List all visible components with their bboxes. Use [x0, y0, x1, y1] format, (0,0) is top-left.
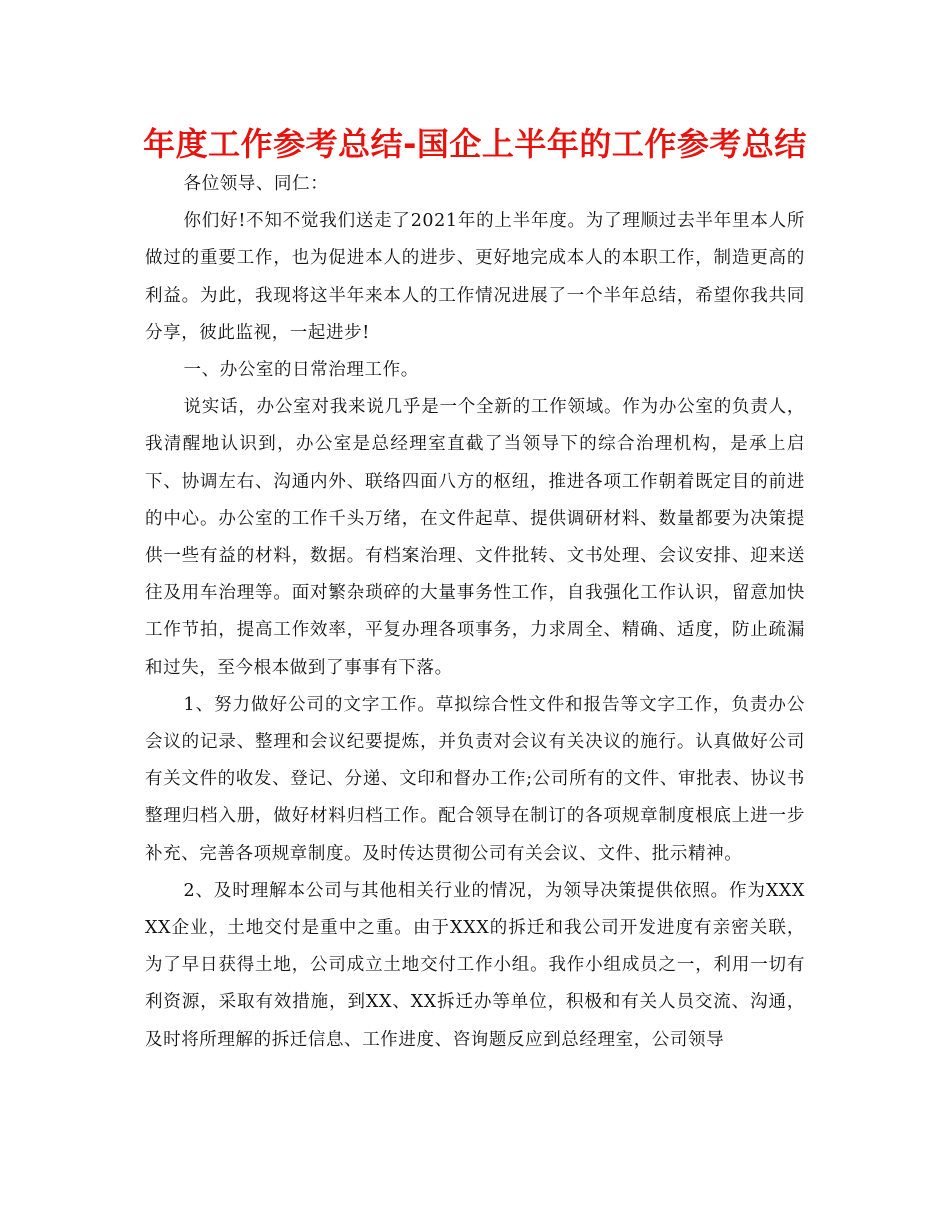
paragraph-greeting: 各位领导、同仁： — [183, 174, 329, 194]
paragraph-intro: 你们好!不知不觉我们送走了2021年的上半年度。为了理顺过去半年里本人所做过的重要工作，也为促进本人的进步、更好地完成本人的本职工作，制造更高的利益。为此，我现将这半年来本人的工作情况进展了一个半年总结，希望你我共同分享，彼此监视，一起进步! — [145, 211, 805, 343]
paragraph-industry-info: 2、及时理解本公司与其他相关行业的情况，为领导决策提供依照。作为XXXXX企业，土地交付是重中之重。由于XXX的拆迁和我公司开发进度有亲密关联，为了早日获得土地，公司成立土地交付工作小组。我作小组成员之一，利用一切有利资源，采取有效措施，到XX、XX拆迁办等单位，积极和有关人员交流、沟通，及时将所理解的拆迁信息、工作进度、咨询题反应到总经理室，公司领导 — [145, 880, 805, 1050]
paragraph-office-work: 说实话，办公室对我来说几乎是一个全新的工作领域。作为办公室的负责人，我清醒地认识到，办公室是总经理室直截了当领导下的综合治理机构，是承上启下、协调左右、沟通内外、联络四面八方的枢纽，推进各项工作朝着既定目的前进的中心。办公室的工作千头万绪，在文件起草、提供调研材料、数量都要为决策提供一些有益的材料，数据。有档案治理、文件批转、文书处理、会议安排、迎来送往及用车治理等。面对繁杂琐碎的大量事务性工作，自我强化工作认识，留意加快工作节拍，提高工作效率，平复办理各项事务，力求周全、精确、适度，防止疏漏和过失，至今根本做到了事事有下落。 — [145, 397, 805, 678]
document-body — [145, 166, 805, 1059]
paragraph-writing-work: 1、努力做好公司的文字工作。草拟综合性文件和报告等文字工作，负责办公会议的记录、整理和会议纪要提炼，并负责对会议有关决议的施行。认真做好公司有关文件的收发、登记、分递、文印和督办工作;公司所有的文件、审批表、协议书整理归档入册，做好材料归档工作。配合领导在制订的各项规章制度根底上进一步补充、完善各项规章制度。及时传达贯彻公司有关会议、文件、批示精神。 — [145, 694, 805, 864]
document-title: 年度工作参考总结-国企上半年的工作参考总结 — [143, 125, 807, 163]
section-heading-office: 一、办公室的日常治理工作。 — [183, 360, 419, 381]
